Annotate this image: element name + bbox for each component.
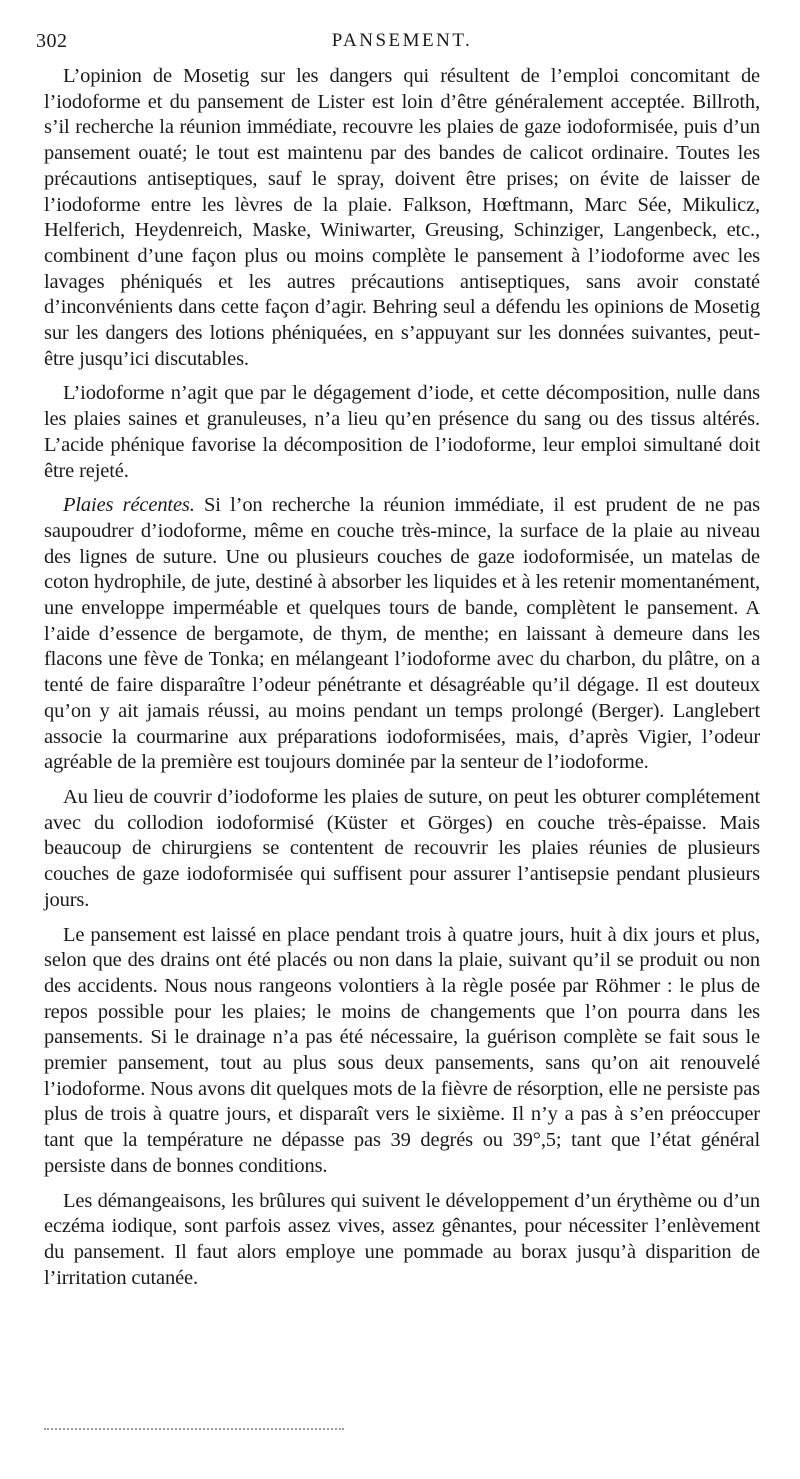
section-heading-plaies-recentes: Plaies récentes. bbox=[63, 494, 195, 517]
paragraph: Plaies récentes. Si l’on recherche la réunion immédiate, il est prudent de ne pas saupoudrer d’iodoforme, même en couche très-mince, la surface de la plaie au niveau des lignes de suture. Une ou plusieurs couches de gaze iodoformisée, un matelas de coton hydrophile, de jute, destiné à absorber les liquides et à les retenir momentanément, une enveloppe imperméable et quelques tours de bande, complètent le pansement. A l’aide d’essence de bergamote, de thym, de menthe; en laissant à demeure dans les flacons une fève de Tonka; en mélangeant l’iodoforme avec du charbon, du plâtre, on a tenté de faire disparaître l’odeur pénétrante et désagréable qu’il dégage. Il est douteux qu’on y ait jamais réussi, au moins pendant un temps prolongé (Berger). Langlebert associe la courmarine aux préparations iodoformisées, mais, d’après Vigier, l’odeur agréable de la première est toujours dominée par la senteur de l’iodoforme. bbox=[44, 494, 760, 774]
footer-rule bbox=[44, 1428, 344, 1432]
body-text bbox=[44, 64, 760, 1300]
paragraph: Le pansement est laissé en place pendant trois à quatre jours, huit à dix jours et plus, selon que des drains ont été placés ou non dans la plaie, suivant qu’il se produit ou non des accidents. Nous nous rangeons volontiers à la règle posée par Röhmer : le plus de repos possible pour les plaies; le moins de changements que l’on pourra dans les pansements. Si le drainage n’a pas été nécessaire, la guérison complète se fait sous le premier pansement, tout au plus sous deux pansements, sans qu’on ait renouvelé l’iodoforme. Nous avons dit quelques mots de la fièvre de résorption, elle ne persiste pas plus de trois à quatre jours, et disparaît vers le sixième. Il n’y a pas à s’en préoccuper tant que la température ne dépasse pas 39 degrés ou 39°,5; tant que l’état général persiste dans de bonnes conditions. bbox=[44, 923, 760, 1177]
paragraph: Au lieu de couvrir d’iodoforme les plaies de suture, on peut les obturer complétement avec du collodion iodoformisé (Küster et Görges) en couche très-épaisse. Mais beaucoup de chirurgiens se contentent de recouvrir les plaies réunies de plusieurs couches de gaze iodoformisée qui suffisent pour assurer l’antisepsie pendant plusieurs jours. bbox=[44, 785, 760, 911]
running-title: PANSEMENT. bbox=[331, 30, 473, 51]
paragraph: Les démangeaisons, les brûlures qui suivent le développement d’un érythème ou d’un eczéma iodique, sont parfois assez vives, assez gênantes, pour nécessiter l’enlèvement du pansement. Il faut alors employe une pommade au borax jusqu’à disparition de l’irritation cutanée. bbox=[44, 1189, 760, 1289]
paragraph: L’iodoforme n’agit que par le dégagement d’iode, et cette décomposition, nulle dans les plaies saines et granuleuses, n’a lieu qu’en présence du sang ou des tissus altérés. L’acide phénique favorise la décomposition de l’iodoforme, leur emploi simultané doit être rejeté. bbox=[44, 382, 760, 482]
page-number: 302 bbox=[36, 30, 68, 52]
paragraph: L’opinion de Mosetig sur les dangers qui résultent de l’emploi concomitant de l’iodoforme et du pansement de Lister est loin d’être généralement acceptée. Billroth, s’il recherche la réunion immédiate, recouvre les plaies de gaze iodoformisée, puis d’un pansement ouaté; le tout est maintenu par des bandes de calicot ordinaire. Toutes les précautions antiseptiques, sauf le spray, doivent être prises; on évite de laisser de l’iodoforme entre les lèvres de la plaie. Falkson, Hœftmann, Marc Sée, Mikulicz, Helferich, Heydenreich, Maske, Winiwarter, Greusing, Schinziger, Langenbeck, etc., combinent d’une façon plus ou moins complète le pansement à l’iodoforme avec les lavages phéniqués et les autres précautions antiseptiques, sans avoir constaté d’inconvénients dans cette façon d’agir. Behring seul a défendu les opinions de Mosetig sur les dangers des lotions phéniquées, en s’appuyant sur les données suivantes, peut-être jusqu’ici discutables. bbox=[44, 65, 760, 370]
page-header bbox=[36, 30, 768, 60]
